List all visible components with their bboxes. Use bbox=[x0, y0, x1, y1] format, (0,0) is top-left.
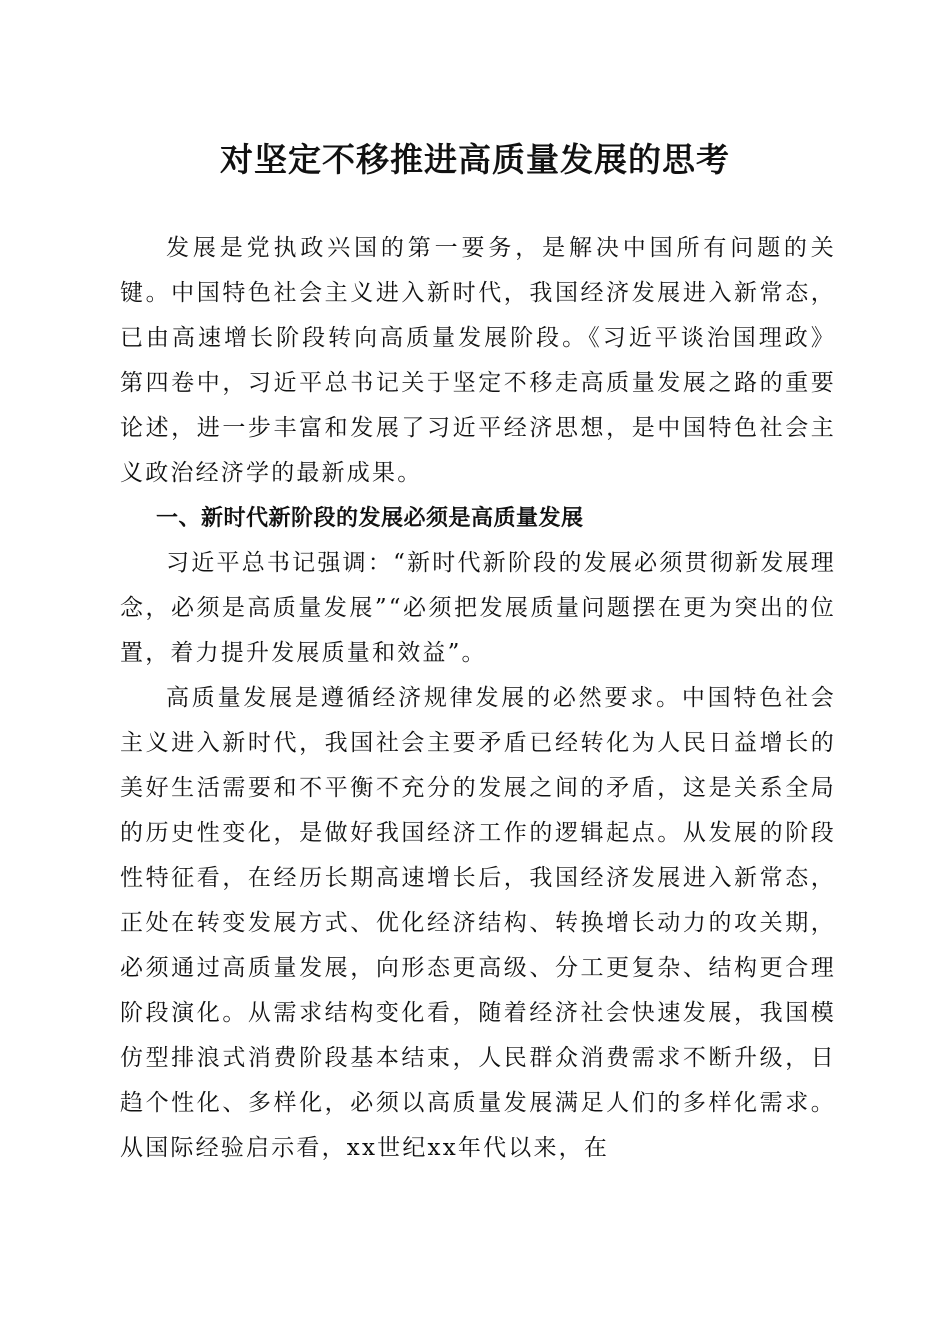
intro-paragraph: 发展是党执政兴国的第一要务，是解决中国所有问题的关键。中国特色社会主义进入新时代，我国经济发展进入新常态，已由高速增长阶段转向高质量发展阶段。《习近平谈治国理政》第四卷中，习近平总书记关于坚定不移走高质量发展之路的重要论述，进一步丰富和发展了习近平经济思想，是中国特色社会主义政治经济学的最新成果。 bbox=[120, 235, 836, 486]
quote-paragraph: 习近平总书记强调：“新时代新阶段的发展必须贯彻新发展理念，必须是高质量发展”“必须把发展质量问题摆在更为突出的位置，着力提升发展质量和效益”。 bbox=[120, 550, 836, 666]
document-body bbox=[120, 226, 836, 1171]
section-heading: 一、新时代新阶段的发展必须是高质量发展 bbox=[156, 506, 584, 531]
document-title: 对坚定不移推进高质量发展的思考 bbox=[220, 140, 730, 179]
body-paragraph: 高质量发展是遵循经济规律发展的必然要求。中国特色社会主义进入新时代，我国社会主要矛盾已经转化为人民日益增长的美好生活需要和不平衡不充分的发展之间的矛盾，这是关系全局的历史性变化，是做好我国经济工作的逻辑起点。从发展的阶段性特征看，在经历长期高速增长后，我国经济发展进入新常态，正处在转变发展方式、优化经济结构、转换增长动力的攻关期，必须通过高质量发展，向形态更高级、分工更复杂、结构更合理阶段演化。从需求结构变化看，随着经济社会快速发展，我国模仿型排浪式消费阶段基本结束，人民群众消费需求不断升级，日趋个性化、多样化，必须以高质量发展满足人们的多样化需求。从国际经验启示看，xx世纪xx年代以来，在 bbox=[120, 685, 836, 1161]
